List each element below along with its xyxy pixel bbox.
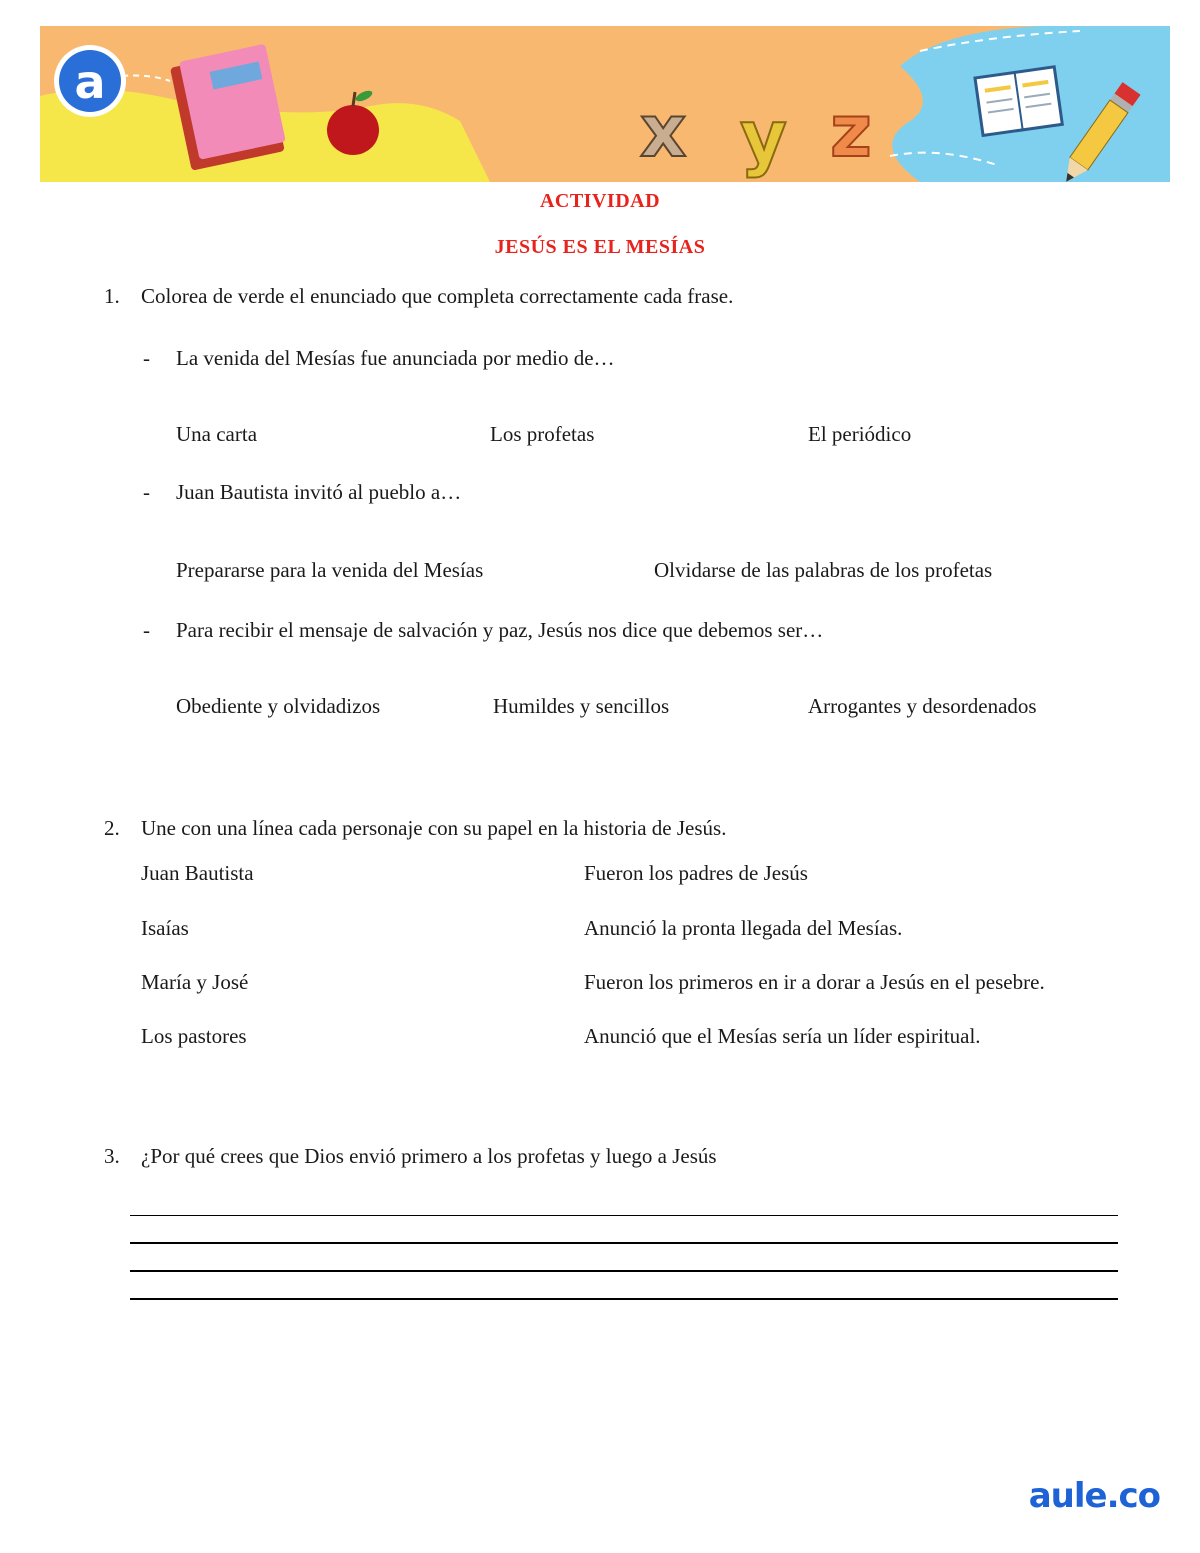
match-right-4: Anunció que el Mesías sería un líder espiritual. xyxy=(584,1024,981,1048)
question-3-prompt: ¿Por qué crees que Dios envió primero a los profetas y luego a Jesús xyxy=(141,1144,717,1168)
question-2-prompt: Une con una línea cada personaje con su papel en la historia de Jesús. xyxy=(141,816,727,840)
item-3-bullet: - xyxy=(143,618,150,642)
letter-z-icon: z xyxy=(830,89,872,173)
answer-line-1 xyxy=(130,1215,1118,1216)
item-1-stem: La venida del Mesías fue anunciada por medio de… xyxy=(176,346,615,370)
item-2-stem: Juan Bautista invitó al pueblo a… xyxy=(176,480,462,504)
svg-text:a: a xyxy=(74,55,106,109)
item-3-option-3: Arrogantes y desordenados xyxy=(808,694,1037,718)
item-2-option-1: Prepararse para la venida del Mesías xyxy=(176,558,484,582)
item-1-option-2: Los profetas xyxy=(490,422,595,446)
question-3-number: 3. xyxy=(104,1144,120,1168)
item-1-bullet: - xyxy=(143,346,150,370)
activity-heading: ACTIVIDAD xyxy=(539,190,661,212)
match-right-1: Fueron los padres de Jesús xyxy=(584,861,808,885)
letter-a-icon xyxy=(54,45,126,117)
item-1-option-1: Una carta xyxy=(176,422,258,446)
answer-line-3 xyxy=(130,1270,1118,1272)
match-left-3: María y José xyxy=(141,970,249,994)
header-banner xyxy=(40,26,1170,182)
item-3-stem: Para recibir el mensaje de salvación y paz, Jesús nos dice que debemos ser… xyxy=(176,618,824,642)
match-left-1: Juan Bautista xyxy=(141,861,254,885)
match-left-2: Isaías xyxy=(141,916,189,940)
letter-y-icon: y xyxy=(740,95,787,179)
match-left-4: Los pastores xyxy=(141,1024,247,1048)
letter-x-icon: x xyxy=(640,89,687,173)
question-2-number: 2. xyxy=(104,816,120,840)
page-title: JESÚS ES EL MESÍAS xyxy=(494,236,706,258)
answer-line-4 xyxy=(130,1298,1118,1300)
item-3-option-2: Humildes y sencillos xyxy=(493,694,670,718)
item-3-option-1: Obediente y olvidadizos xyxy=(176,694,381,718)
question-1-prompt: Colorea de verde el enunciado que completa correctamente cada frase. xyxy=(141,284,734,308)
aule-logo: aule.co xyxy=(1028,1476,1160,1516)
question-1-number: 1. xyxy=(104,284,120,308)
match-right-2: Anunció la pronta llegada del Mesías. xyxy=(584,916,903,940)
match-right-3: Fueron los primeros en ir a dorar a Jesús en el pesebre. xyxy=(584,970,1045,994)
open-book-icon xyxy=(975,67,1062,136)
answer-line-2 xyxy=(130,1242,1118,1244)
banner-illustration xyxy=(40,26,1170,182)
item-2-bullet: - xyxy=(143,480,150,504)
item-2-option-2: Olvidarse de las palabras de los profetas xyxy=(654,558,993,582)
item-1-option-3: El periódico xyxy=(808,422,912,446)
